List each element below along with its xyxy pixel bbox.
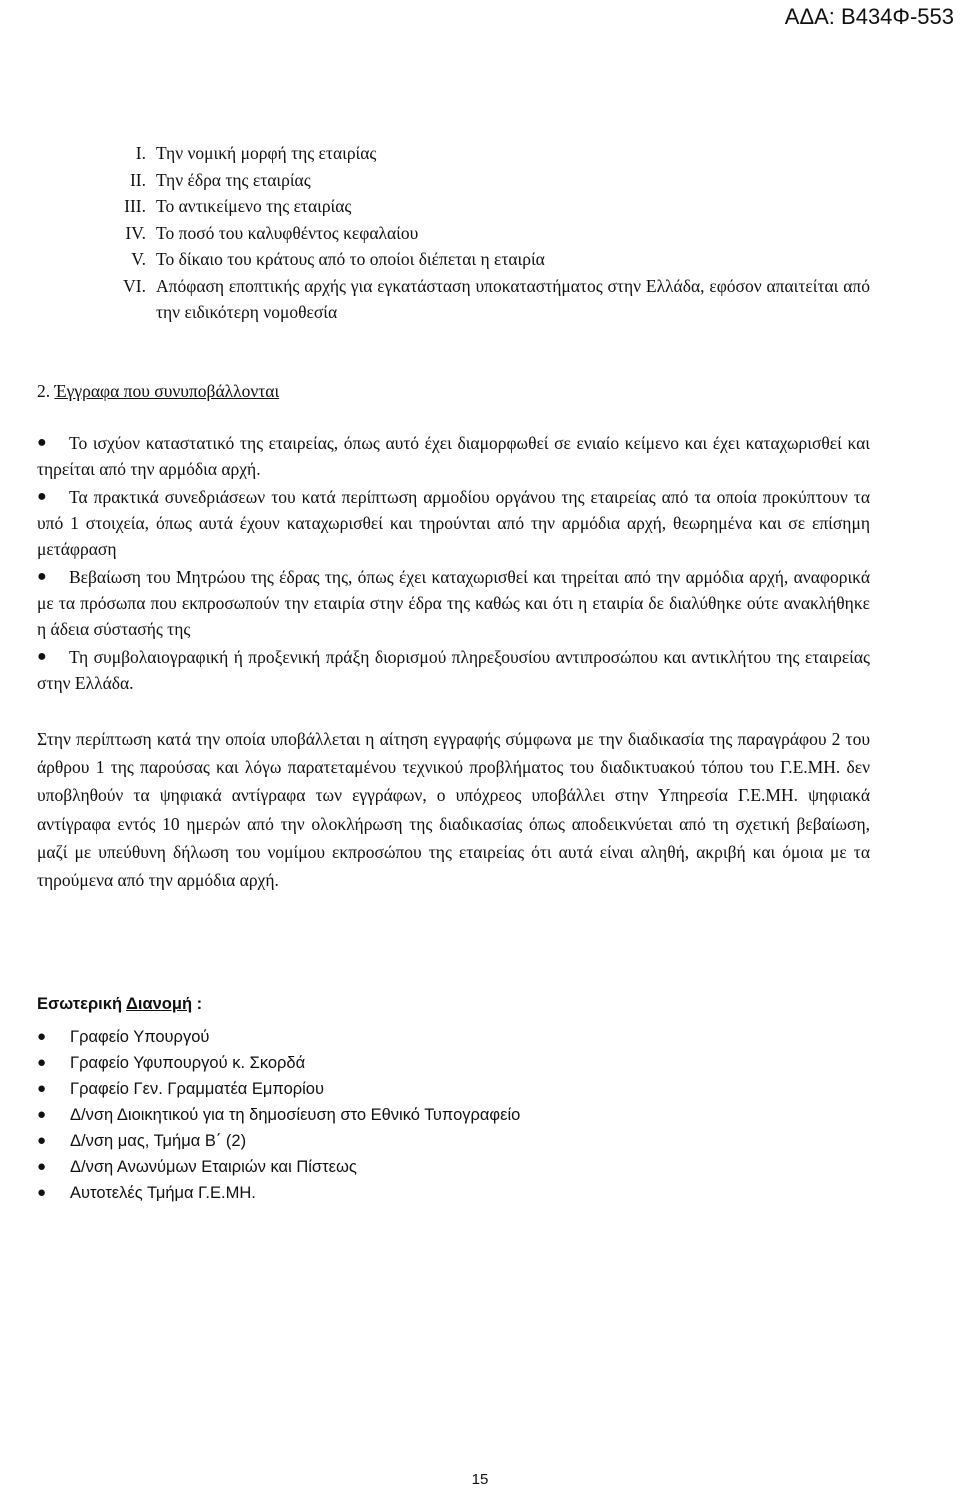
list-item xyxy=(37,564,870,642)
list-item-text: Γραφείο Υφυπουργού κ. Σκορδά xyxy=(70,1054,306,1072)
list-item-text: Δ/νση Διοικητικού για τη δημοσίευση στο Εθνικό Τυπογραφείο xyxy=(70,1106,521,1124)
bullet-icon: ● xyxy=(37,434,47,451)
list-item-text: Αυτοτελές Τμήμα Γ.Ε.ΜΗ. xyxy=(70,1184,256,1202)
list-item-text: Απόφαση εποπτικής αρχής για εγκατάσταση υποκαταστήματος στην Ελλάδα, εφόσον απαιτείται από την ειδικότερη νομοθεσία xyxy=(156,275,870,322)
list-item-text: Τα πρακτικά συνεδριάσεων του κατά περίπτωση αρμοδίου οργάνου της εταιρείας από τα οποία προκύπτουν τα υπό 1 στοιχεία, όπως αυτά έχουν καταχωρισθεί και τηρούνται από την αρμόδια αρχή, θεωρημένα και σε επίσημη μετάφραση xyxy=(37,487,870,559)
list-item xyxy=(37,1076,870,1102)
list-item-text: Την νομική μορφή της εταιρίας xyxy=(156,143,377,163)
list-item xyxy=(37,1102,870,1128)
list-item xyxy=(37,484,870,562)
ada-code: ΑΔΑ: Β434Φ-553 xyxy=(784,4,954,29)
bullet-icon: ● xyxy=(37,488,47,505)
bullet-icon: ● xyxy=(37,1054,47,1071)
bullet-icon: ● xyxy=(37,1028,47,1045)
bullet-icon: ● xyxy=(37,1184,47,1201)
list-item xyxy=(110,167,870,194)
list-item-text: Το ποσό του καλυφθέντος κεφαλαίου xyxy=(156,222,419,243)
roman-numeral: IV. xyxy=(125,222,146,243)
requirements-roman-list xyxy=(110,140,870,326)
distribution-title xyxy=(37,995,202,1014)
list-item-text: Βεβαίωση του Μητρώου της έδρας της, όπως έχει καταχωρισθεί και τηρείται από την αρμόδια αρχή, αναφορικά με τα πρόσωπα που εκπροσωπούν την εταιρία στην έδρα της καθώς και ότι η εταιρία δε διαλύθηκε ούτε ανακλήθηκε η άδεια σύστασής της xyxy=(37,567,870,639)
list-item xyxy=(110,140,870,167)
list-item-text: Τη συμβολαιογραφική ή προξενική πράξη διορισμού πληρεξουσίου αντιπροσώπου και αντικλήτου της εταιρείας στην Ελλάδα. xyxy=(37,647,870,693)
roman-numeral: V. xyxy=(131,249,146,269)
bullet-icon: ● xyxy=(37,1106,47,1123)
roman-numeral: III. xyxy=(124,196,146,216)
roman-numeral: II. xyxy=(129,169,146,190)
bullet-icon: ● xyxy=(37,648,47,665)
list-item xyxy=(110,273,870,326)
distribution-title-colon: : xyxy=(192,995,203,1013)
list-item-text: Το δίκαιο του κράτους από το οποίοι διέπεται η εταιρία xyxy=(156,249,545,269)
list-item-text: Το ισχύον καταστατικό της εταιρείας, όπως αυτό έχει διαμορφωθεί σε ενιαίο κείμενο και έχει καταχωρισθεί και τηρείται από την αρμόδια αρχή. xyxy=(37,433,870,479)
bullet-icon: ● xyxy=(37,568,47,585)
bullet-icon: ● xyxy=(37,1080,47,1097)
list-item-text: Το αντικείμενο της εταιρίας xyxy=(156,196,352,216)
list-item xyxy=(37,1180,870,1206)
documents-list xyxy=(37,430,870,698)
list-item xyxy=(37,430,870,482)
bullet-icon: ● xyxy=(37,1132,47,1149)
list-item-text: Δ/νση Ανωνύμων Εταιριών και Πίστεως xyxy=(70,1158,357,1176)
list-item-text: Γραφείο Γεν. Γραμματέα Εμπορίου xyxy=(70,1080,325,1098)
distribution-title-underlined: Διανομή xyxy=(126,995,193,1013)
distribution-list xyxy=(37,1024,870,1206)
body-paragraph: Στην περίπτωση κατά την οποία υποβάλλεται η αίτηση εγγραφής σύμφωνα με την διαδικασία της παραγράφου 2 του άρθρου 1 της παρούσας και λόγω παρατεταμένου τεχνικού προβλήματος του διαδικτυακού τόπου του Γ.Ε.ΜΗ. δεν υποβληθούν τα ψηφιακά αντίγραφα των εγγράφων, ο υπόχρεος υποβάλλει στην Υπηρεσία Γ.Ε.ΜΗ. ψηφιακά αντίγραφα εντός 10 ημερών από την ολοκλήρωση της διαδικασίας όπως αποδεικνύεται από τη σχετική βεβαίωση, μαζί με υπεύθυνη δήλωση του νομίμου εκπροσώπου της εταιρείας ότι αυτά είναι αληθή, ακριβή και όμοια με τα τηρούμενα από την αρμόδια αρχή. xyxy=(37,729,870,891)
distribution-title-part: Εσωτερική xyxy=(37,995,127,1013)
list-item xyxy=(37,1024,870,1050)
list-item xyxy=(37,1154,870,1180)
list-item xyxy=(37,1128,870,1154)
list-item xyxy=(110,246,870,273)
roman-numeral: VI. xyxy=(123,275,146,296)
section-number: 2. xyxy=(37,381,51,401)
list-item-text: Δ/νση μας, Τμήμα Β΄ (2) xyxy=(70,1132,247,1150)
list-item xyxy=(37,644,870,696)
list-item-text: Γραφείο Υπουργού xyxy=(70,1028,210,1046)
list-item xyxy=(37,1050,870,1076)
section-title: Έγγραφα που συνυποβάλλονται xyxy=(54,381,280,401)
roman-numeral: I. xyxy=(135,143,146,163)
section-heading xyxy=(37,378,279,404)
page-number: 15 xyxy=(471,1471,489,1488)
bullet-icon: ● xyxy=(37,1158,47,1175)
list-item xyxy=(110,193,870,220)
list-item xyxy=(110,220,870,247)
list-item-text: Την έδρα της εταιρίας xyxy=(156,169,311,190)
